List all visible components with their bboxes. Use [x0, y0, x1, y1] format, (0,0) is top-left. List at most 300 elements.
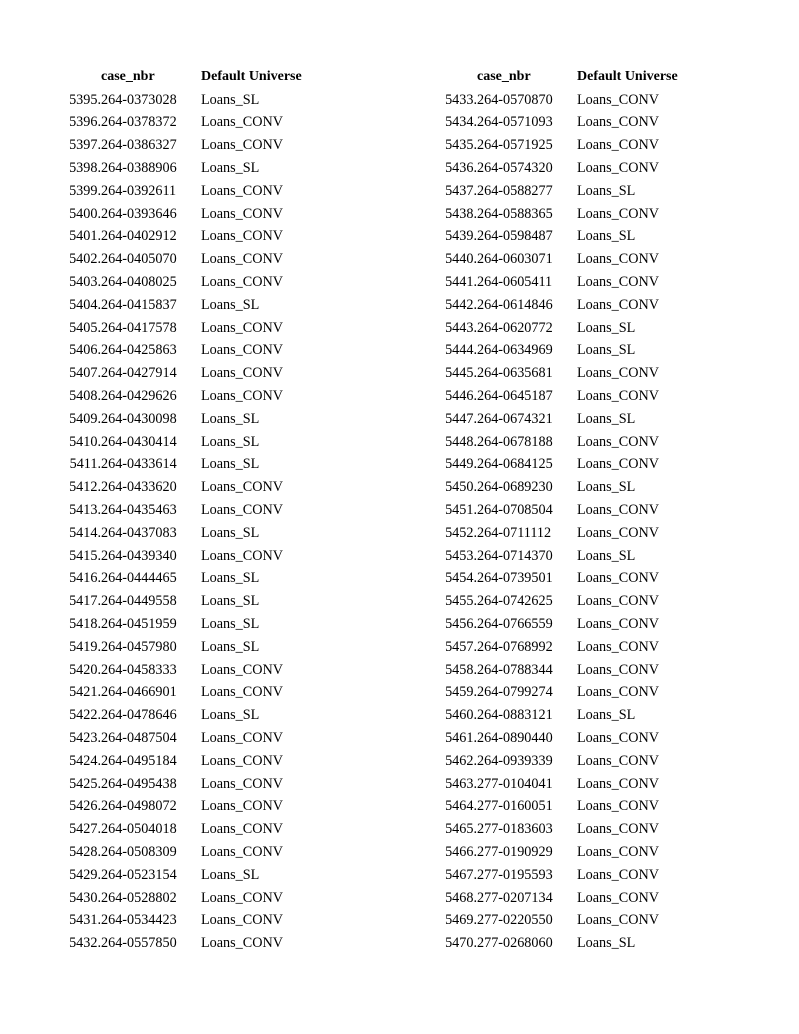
case-nbr-cell: 264-0402912 — [101, 228, 177, 245]
default-universe-cell: Loans_CONV — [577, 296, 659, 313]
case-nbr-cell: 264-0373028 — [101, 91, 177, 108]
case-nbr-cell: 264-0386327 — [101, 137, 177, 154]
table-row — [52, 864, 341, 887]
case-nbr-cell: 277-0195593 — [477, 866, 553, 883]
case-nbr-cell: 264-0605411 — [477, 274, 553, 291]
table-header — [52, 66, 341, 89]
right-table — [428, 66, 717, 955]
row-number: 5416. — [69, 570, 101, 587]
table-row — [428, 112, 717, 135]
table-row — [428, 385, 717, 408]
table-row — [52, 545, 341, 568]
default-universe-cell: Loans_CONV — [201, 775, 283, 792]
case-nbr-cell: 264-0883121 — [477, 707, 553, 724]
default-universe-cell: Loans_CONV — [577, 114, 659, 131]
default-universe-cell: Loans_CONV — [577, 502, 659, 519]
case-nbr-cell: 264-0415837 — [101, 296, 177, 313]
row-number: 5411. — [69, 456, 101, 473]
case-nbr-cell: 277-0183603 — [477, 821, 553, 838]
default-universe-cell: Loans_SL — [201, 570, 260, 587]
default-universe-cell: Loans_SL — [577, 479, 636, 496]
case-nbr-cell: 264-0571093 — [477, 114, 553, 131]
case-nbr-cell: 264-0570870 — [477, 91, 553, 108]
table-row — [428, 248, 717, 271]
default-universe-cell: Loans_SL — [201, 524, 260, 541]
default-universe-cell: Loans_SL — [201, 433, 260, 450]
default-universe-cell: Loans_CONV — [577, 365, 659, 382]
table-row — [428, 590, 717, 613]
case-nbr-cell: 264-0449558 — [101, 593, 177, 610]
row-number: 5453. — [445, 547, 477, 564]
table-row — [52, 727, 341, 750]
default-universe-cell: Loans_CONV — [577, 684, 659, 701]
case-nbr-cell: 264-0429626 — [101, 388, 177, 405]
default-universe-cell: Loans_CONV — [577, 388, 659, 405]
case-nbr-cell: 264-0571925 — [477, 137, 553, 154]
table-row — [52, 317, 341, 340]
row-number: 5444. — [445, 342, 477, 359]
default-universe-cell: Loans_SL — [201, 638, 260, 655]
row-number: 5451. — [445, 502, 477, 519]
row-number: 5432. — [69, 935, 101, 952]
table-row — [428, 613, 717, 636]
case-nbr-cell: 264-0635681 — [477, 365, 553, 382]
case-nbr-cell: 264-0620772 — [477, 319, 553, 336]
table-row — [52, 294, 341, 317]
default-universe-cell: Loans_SL — [577, 228, 636, 245]
default-universe-cell: Loans_CONV — [577, 616, 659, 633]
table-row — [52, 385, 341, 408]
default-universe-cell: Loans_CONV — [201, 228, 283, 245]
case-nbr-cell: 264-0711112 — [477, 524, 552, 541]
table-row — [428, 454, 717, 477]
case-nbr-cell: 264-0478646 — [101, 707, 177, 724]
table-row — [428, 682, 717, 705]
case-nbr-cell: 264-0684125 — [477, 456, 553, 473]
case-nbr-header: case_nbr — [101, 69, 155, 85]
default-universe-cell: Loans_CONV — [201, 547, 283, 564]
row-number: 5454. — [445, 570, 477, 587]
row-number: 5465. — [445, 821, 477, 838]
default-universe-cell: Loans_CONV — [201, 821, 283, 838]
default-universe-cell: Loans_SL — [577, 319, 636, 336]
default-universe-cell: Loans_CONV — [577, 160, 659, 177]
row-number: 5419. — [69, 638, 101, 655]
case-nbr-cell: 264-0427914 — [101, 365, 177, 382]
default-universe-cell: Loans_SL — [201, 410, 260, 427]
default-universe-cell: Loans_CONV — [201, 388, 283, 405]
default-universe-cell: Loans_CONV — [577, 570, 659, 587]
table-row — [428, 203, 717, 226]
default-universe-cell: Loans_CONV — [201, 251, 283, 268]
case-nbr-cell: 264-0408025 — [101, 274, 177, 291]
row-number: 5410. — [69, 433, 101, 450]
default-universe-cell: Loans_CONV — [201, 182, 283, 199]
row-number: 5462. — [445, 752, 477, 769]
default-universe-cell: Loans_CONV — [201, 661, 283, 678]
table-row — [52, 248, 341, 271]
table-row — [428, 522, 717, 545]
default-universe-cell: Loans_CONV — [577, 775, 659, 792]
table-row — [428, 271, 717, 294]
table-row — [428, 727, 717, 750]
default-universe-cell: Loans_CONV — [577, 593, 659, 610]
row-number: 5424. — [69, 752, 101, 769]
table-row — [52, 112, 341, 135]
default-universe-cell: Loans_SL — [201, 160, 260, 177]
table-row — [52, 454, 341, 477]
table-row — [52, 522, 341, 545]
row-number: 5445. — [445, 365, 477, 382]
row-number: 5469. — [445, 912, 477, 929]
row-number: 5434. — [445, 114, 477, 131]
row-number: 5435. — [445, 137, 477, 154]
table-row — [428, 408, 717, 431]
case-nbr-cell: 264-0444465 — [101, 570, 177, 587]
row-number: 5457. — [445, 638, 477, 655]
table-row — [428, 659, 717, 682]
row-number: 5399. — [69, 182, 101, 199]
default-universe-cell: Loans_SL — [201, 866, 260, 883]
table-row — [52, 590, 341, 613]
row-number: 5470. — [445, 935, 477, 952]
row-number: 5405. — [69, 319, 101, 336]
case-nbr-cell: 264-0425863 — [101, 342, 177, 359]
case-nbr-cell: 264-0433614 — [101, 456, 177, 473]
table-row — [52, 157, 341, 180]
row-number: 5426. — [69, 798, 101, 815]
row-number: 5448. — [445, 433, 477, 450]
table-row — [52, 909, 341, 932]
row-number: 5449. — [445, 456, 477, 473]
case-nbr-cell: 264-0495438 — [101, 775, 177, 792]
row-number: 5395. — [69, 91, 101, 108]
left-table — [52, 66, 341, 955]
default-universe-cell: Loans_CONV — [201, 319, 283, 336]
row-number: 5397. — [69, 137, 101, 154]
row-number: 5396. — [69, 114, 101, 131]
table-row — [428, 340, 717, 363]
default-universe-cell: Loans_CONV — [577, 798, 659, 815]
row-number: 5429. — [69, 866, 101, 883]
case-nbr-cell: 264-0788344 — [477, 661, 553, 678]
table-row — [428, 796, 717, 819]
table-row — [52, 499, 341, 522]
table-row — [52, 362, 341, 385]
table-row — [52, 271, 341, 294]
row-number: 5441. — [445, 274, 477, 291]
row-number: 5464. — [445, 798, 477, 815]
default-universe-cell: Loans_CONV — [577, 274, 659, 291]
row-number: 5421. — [69, 684, 101, 701]
row-number: 5401. — [69, 228, 101, 245]
default-universe-header: Default Universe — [577, 69, 678, 85]
default-universe-header: Default Universe — [201, 69, 302, 85]
default-universe-cell: Loans_CONV — [577, 912, 659, 929]
row-number: 5417. — [69, 593, 101, 610]
table-row — [428, 362, 717, 385]
default-universe-cell: Loans_CONV — [577, 821, 659, 838]
table-row — [52, 796, 341, 819]
case-nbr-cell: 264-0388906 — [101, 160, 177, 177]
case-nbr-cell: 264-0498072 — [101, 798, 177, 815]
row-number: 5423. — [69, 730, 101, 746]
table-row — [428, 750, 717, 773]
default-universe-cell: Loans_CONV — [577, 456, 659, 473]
row-number: 5413. — [69, 502, 101, 519]
default-universe-cell: Loans_CONV — [201, 752, 283, 769]
default-universe-cell: Loans_SL — [577, 707, 636, 724]
table-row — [52, 704, 341, 727]
table-row — [428, 431, 717, 454]
default-universe-cell: Loans_CONV — [201, 274, 283, 291]
row-number: 5452. — [445, 524, 477, 541]
table-row — [428, 909, 717, 932]
row-number: 5414. — [69, 524, 101, 541]
case-nbr-cell: 264-0739501 — [477, 570, 553, 587]
case-nbr-cell: 264-0430098 — [101, 410, 177, 427]
case-nbr-cell: 264-0603071 — [477, 251, 553, 268]
row-number: 5437. — [445, 182, 477, 199]
row-number: 5409. — [69, 410, 101, 427]
table-row — [428, 180, 717, 203]
case-nbr-cell: 264-0430414 — [101, 433, 177, 450]
row-number: 5415. — [69, 547, 101, 564]
default-universe-cell: Loans_CONV — [577, 752, 659, 769]
default-universe-cell: Loans_CONV — [577, 843, 659, 860]
table-row — [52, 773, 341, 796]
row-number: 5455. — [445, 593, 477, 610]
table-row — [428, 568, 717, 591]
default-universe-cell: Loans_SL — [577, 547, 636, 564]
row-number: 5402. — [69, 251, 101, 268]
default-universe-cell: Loans_CONV — [201, 137, 283, 154]
table-header — [428, 66, 717, 89]
case-nbr-cell: 264-0528802 — [101, 889, 177, 906]
case-nbr-cell: 264-0466901 — [101, 684, 177, 701]
case-nbr-cell: 264-0435463 — [101, 502, 177, 519]
default-universe-cell: Loans_CONV — [577, 638, 659, 655]
default-universe-cell: Loans_CONV — [577, 205, 659, 222]
case-nbr-cell: 264-0768992 — [477, 638, 553, 655]
row-number: 5440. — [445, 251, 477, 268]
case-nbr-cell: 264-0678188 — [477, 433, 553, 450]
table-body — [428, 89, 717, 955]
table-row — [428, 841, 717, 864]
default-universe-cell: Loans_CONV — [201, 502, 283, 519]
default-universe-cell: Loans_CONV — [201, 912, 283, 929]
row-number: 5459. — [445, 684, 477, 701]
row-number: 5431. — [69, 912, 101, 929]
case-nbr-cell: 264-0417578 — [101, 319, 177, 336]
default-universe-cell: Loans_SL — [201, 707, 260, 724]
default-universe-cell: Loans_CONV — [201, 114, 283, 131]
row-number: 5447. — [445, 410, 477, 427]
default-universe-cell: Loans_SL — [201, 616, 260, 633]
row-number: 5446. — [445, 388, 477, 405]
table-row — [52, 841, 341, 864]
case-nbr-cell: 264-0393646 — [101, 205, 177, 222]
case-nbr-cell: 264-0523154 — [101, 866, 177, 883]
default-universe-cell: Loans_SL — [201, 456, 260, 473]
table-row — [428, 864, 717, 887]
table-row — [52, 134, 341, 157]
default-universe-cell: Loans_CONV — [577, 889, 659, 906]
case-nbr-cell: 277-0104041 — [477, 775, 553, 792]
row-number: 5433. — [445, 91, 477, 108]
table-row — [52, 89, 341, 112]
row-number: 5467. — [445, 866, 477, 883]
table-row — [52, 568, 341, 591]
default-universe-cell: Loans_CONV — [577, 137, 659, 154]
table-row — [428, 818, 717, 841]
default-universe-cell: Loans_CONV — [577, 91, 659, 108]
row-number: 5400. — [69, 205, 101, 222]
row-number: 5436. — [445, 160, 477, 177]
default-universe-cell: Loans_CONV — [577, 433, 659, 450]
row-number: 5427. — [69, 821, 101, 838]
case-nbr-cell: 264-0495184 — [101, 752, 177, 769]
table-row — [428, 636, 717, 659]
default-universe-cell: Loans_CONV — [577, 524, 659, 541]
row-number: 5412. — [69, 479, 101, 496]
table-row — [52, 431, 341, 454]
case-nbr-cell: 264-0451959 — [101, 616, 177, 633]
row-number: 5403. — [69, 274, 101, 291]
case-nbr-cell: 264-0766559 — [477, 616, 553, 633]
default-universe-cell: Loans_SL — [577, 342, 636, 359]
default-universe-cell: Loans_CONV — [201, 843, 283, 860]
case-nbr-cell: 264-0457980 — [101, 638, 177, 655]
case-nbr-cell: 264-0588277 — [477, 182, 553, 199]
case-nbr-cell: 264-0433620 — [101, 479, 177, 496]
case-nbr-cell: 277-0160051 — [477, 798, 553, 815]
default-universe-cell: Loans_SL — [577, 935, 636, 952]
case-nbr-cell: 264-0508309 — [101, 843, 177, 860]
default-universe-cell: Loans_CONV — [201, 205, 283, 222]
row-number: 5428. — [69, 843, 101, 860]
row-number: 5438. — [445, 205, 477, 222]
table-row — [52, 613, 341, 636]
table-row — [52, 818, 341, 841]
case-nbr-cell: 264-0534423 — [101, 912, 177, 929]
table-row — [52, 750, 341, 773]
table-row — [428, 545, 717, 568]
table-row — [52, 180, 341, 203]
table-row — [428, 704, 717, 727]
row-number: 5461. — [445, 730, 477, 746]
table-row — [52, 932, 341, 955]
case-nbr-cell: 264-0799274 — [477, 684, 553, 701]
case-nbr-cell: 264-0458333 — [101, 661, 177, 678]
default-universe-cell: Loans_SL — [201, 593, 260, 610]
case-nbr-cell: 264-0634969 — [477, 342, 553, 359]
case-nbr-cell: 264-0708504 — [477, 502, 553, 519]
table-row — [428, 773, 717, 796]
case-nbr-cell: 264-0487504 — [101, 730, 177, 746]
case-nbr-cell: 264-0557850 — [101, 935, 177, 952]
table-row — [428, 932, 717, 955]
default-universe-cell: Loans_CONV — [577, 866, 659, 883]
case-nbr-cell: 277-0220550 — [477, 912, 553, 929]
table-row — [52, 887, 341, 910]
table-row — [428, 226, 717, 249]
table-row — [52, 636, 341, 659]
default-universe-cell: Loans_SL — [201, 91, 260, 108]
table-row — [52, 476, 341, 499]
row-number: 5398. — [69, 160, 101, 177]
default-universe-cell: Loans_CONV — [201, 798, 283, 815]
case-nbr-cell: 264-0574320 — [477, 160, 553, 177]
row-number: 5458. — [445, 661, 477, 678]
row-number: 5443. — [445, 319, 477, 336]
case-nbr-cell: 264-0598487 — [477, 228, 553, 245]
case-nbr-cell: 264-0588365 — [477, 205, 553, 222]
case-nbr-cell: 264-0504018 — [101, 821, 177, 838]
default-universe-cell: Loans_CONV — [577, 730, 659, 746]
table-row — [428, 476, 717, 499]
default-universe-cell: Loans_CONV — [201, 730, 283, 746]
default-universe-cell: Loans_CONV — [577, 251, 659, 268]
table-row — [52, 659, 341, 682]
table-row — [428, 157, 717, 180]
case-nbr-cell: 264-0378372 — [101, 114, 177, 131]
default-universe-cell: Loans_SL — [201, 296, 260, 313]
table-row — [428, 294, 717, 317]
default-universe-cell: Loans_CONV — [201, 889, 283, 906]
row-number: 5439. — [445, 228, 477, 245]
table-row — [428, 89, 717, 112]
row-number: 5466. — [445, 843, 477, 860]
row-number: 5422. — [69, 707, 101, 724]
case-nbr-cell: 264-0742625 — [477, 593, 553, 610]
default-universe-cell: Loans_CONV — [201, 479, 283, 496]
default-universe-cell: Loans_SL — [577, 182, 636, 199]
case-nbr-header: case_nbr — [477, 69, 531, 85]
default-universe-cell: Loans_SL — [577, 410, 636, 427]
case-nbr-cell: 264-0674321 — [477, 410, 553, 427]
table-row — [428, 499, 717, 522]
case-nbr-cell: 264-0392611 — [101, 182, 177, 199]
row-number: 5468. — [445, 889, 477, 906]
table-row — [428, 134, 717, 157]
case-nbr-cell: 264-0939339 — [477, 752, 553, 769]
row-number: 5420. — [69, 661, 101, 678]
row-number: 5418. — [69, 616, 101, 633]
table-row — [52, 408, 341, 431]
default-universe-cell: Loans_CONV — [201, 365, 283, 382]
row-number: 5404. — [69, 296, 101, 313]
table-body — [52, 89, 341, 955]
table-row — [52, 226, 341, 249]
row-number: 5456. — [445, 616, 477, 633]
table-row — [428, 317, 717, 340]
default-universe-cell: Loans_CONV — [201, 935, 283, 952]
default-universe-cell: Loans_CONV — [201, 342, 283, 359]
default-universe-cell: Loans_CONV — [201, 684, 283, 701]
case-nbr-cell: 264-0405070 — [101, 251, 177, 268]
case-nbr-cell: 264-0439340 — [101, 547, 177, 564]
row-number: 5425. — [69, 775, 101, 792]
table-row — [52, 682, 341, 705]
row-number: 5430. — [69, 889, 101, 906]
table-row — [52, 340, 341, 363]
row-number: 5406. — [69, 342, 101, 359]
case-nbr-cell: 264-0437083 — [101, 524, 177, 541]
case-nbr-cell: 264-0689230 — [477, 479, 553, 496]
case-nbr-cell: 277-0268060 — [477, 935, 553, 952]
row-number: 5442. — [445, 296, 477, 313]
